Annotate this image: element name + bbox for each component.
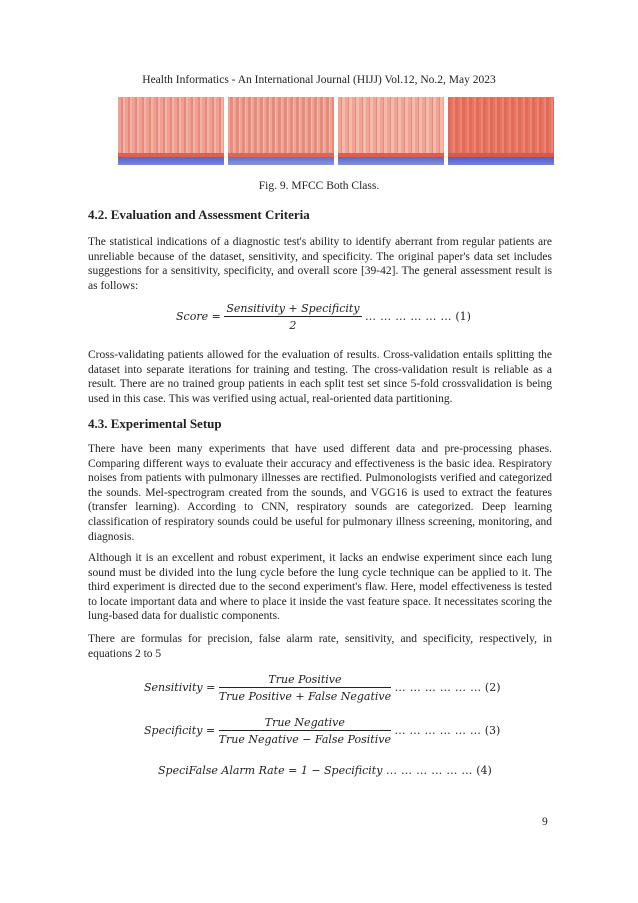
paragraph-4-2-intro: The statistical indications of a diagnostic test's ability to identify aberrant from regular patients are unreliable because of the dataset, sensitivity, and specificity. The original paper's data set includes suggestions for a sensitivity, specificity, and overall score [39-42]. The general assessment result is as follows: (88, 236, 552, 292)
eq1-fraction (224, 302, 361, 332)
paragraph-4-3-formulas: There are formulas for precision, false alarm rate, sensitivity, and specificity, respectively, in equations 2 to 5 (88, 633, 552, 660)
equation-2 (144, 673, 501, 703)
paragraph-4-3-endwise: Although it is an excellent and robust experiment, it lacks an endwise experiment since each lung sound must be divided into the lung cycle before the lung cycle technique can be applied to it. The third experiment is directed due to the second experiment's flaw. Here, model effectiveness is tested to locate important data and where to place it inside the vast feature space. It necessitates scoring the lung-based data for dualistic components. (88, 552, 552, 623)
journal-header: Health Informatics - An International Journal (HIJJ) Vol.12, No.2, May 2023 (142, 74, 496, 86)
figure-caption: Fig. 9. MFCC Both Class. (258, 180, 380, 192)
eq2-dots: … … … … … … (394, 681, 482, 694)
equation-4 (158, 764, 492, 777)
paragraph-4-3-experiments: There have been many experiments that have used different data and pre-processing phases. Comparing different ways to evaluate their accuracy and effectiveness is the basic idea. Respiratory noises from patients with pulmonary illnesses are rectified. Pulmonologists verified and categorized the sounds. Mel-spectrogram created from the sounds, and VGG16 is used to extract the features (transfer learning). According to CNN, respiratory sounds are categorized. Deep learning classification of respiratory sounds could be useful for pulmonary illness screening, monitoring, and diagnosis. (88, 443, 552, 543)
section-heading-4-2: 4.2. Evaluation and Assessment Criteria (88, 207, 310, 222)
eq3-dots: … … … … … … (394, 724, 482, 737)
eq4-number: (4) (476, 764, 492, 777)
eq1-dots: … … … … … … (365, 310, 452, 323)
section-heading-4-3: 4.3. Experimental Setup (88, 416, 222, 431)
eq3-denominator: True Negative − False Positive (218, 733, 391, 746)
eq1-number: (1) (455, 310, 471, 323)
mfcc-spectrogram-2 (228, 97, 334, 165)
eq2-fraction (219, 673, 391, 703)
page-number: 9 (542, 816, 548, 828)
mfcc-spectrogram-1 (118, 97, 224, 165)
eq4-dots: … … … … … … (385, 764, 473, 777)
eq3-numerator: True Negative (219, 716, 391, 731)
paragraph-4-2-cross-validation: Cross-validating patients allowed for the evaluation of results. Cross-validation entails splitting the dataset into separate iterations for training and testing. The cross-validation result is reliable as a result. There are no trained group patients in each split test set since 5-fold crossvalidation is being used in this case. This was verified using actual, real-oriented data partitioning. (88, 349, 552, 405)
eq3-fraction (219, 716, 391, 746)
eq1-denominator: 2 (289, 319, 297, 332)
equation-3 (144, 716, 500, 746)
eq2-lhs: Sensitivity = (144, 681, 216, 694)
eq3-lhs: Specificity = (144, 724, 216, 737)
eq3-number: (3) (484, 724, 501, 737)
eq2-numerator: True Positive (219, 673, 391, 688)
mfcc-spectrogram-4 (448, 97, 554, 165)
eq1-numerator: Sensitivity + Specificity (226, 302, 360, 315)
eq4-text: SpeciFalse Alarm Rate = 1 − Specificity (158, 764, 383, 777)
eq2-number: (2) (484, 681, 501, 694)
mfcc-figure (118, 97, 556, 165)
mfcc-spectrogram-3 (338, 97, 444, 165)
eq2-denominator: True Positive + False Negative (218, 690, 392, 703)
equation-1 (176, 302, 471, 332)
eq1-lhs: Score = (176, 310, 221, 323)
